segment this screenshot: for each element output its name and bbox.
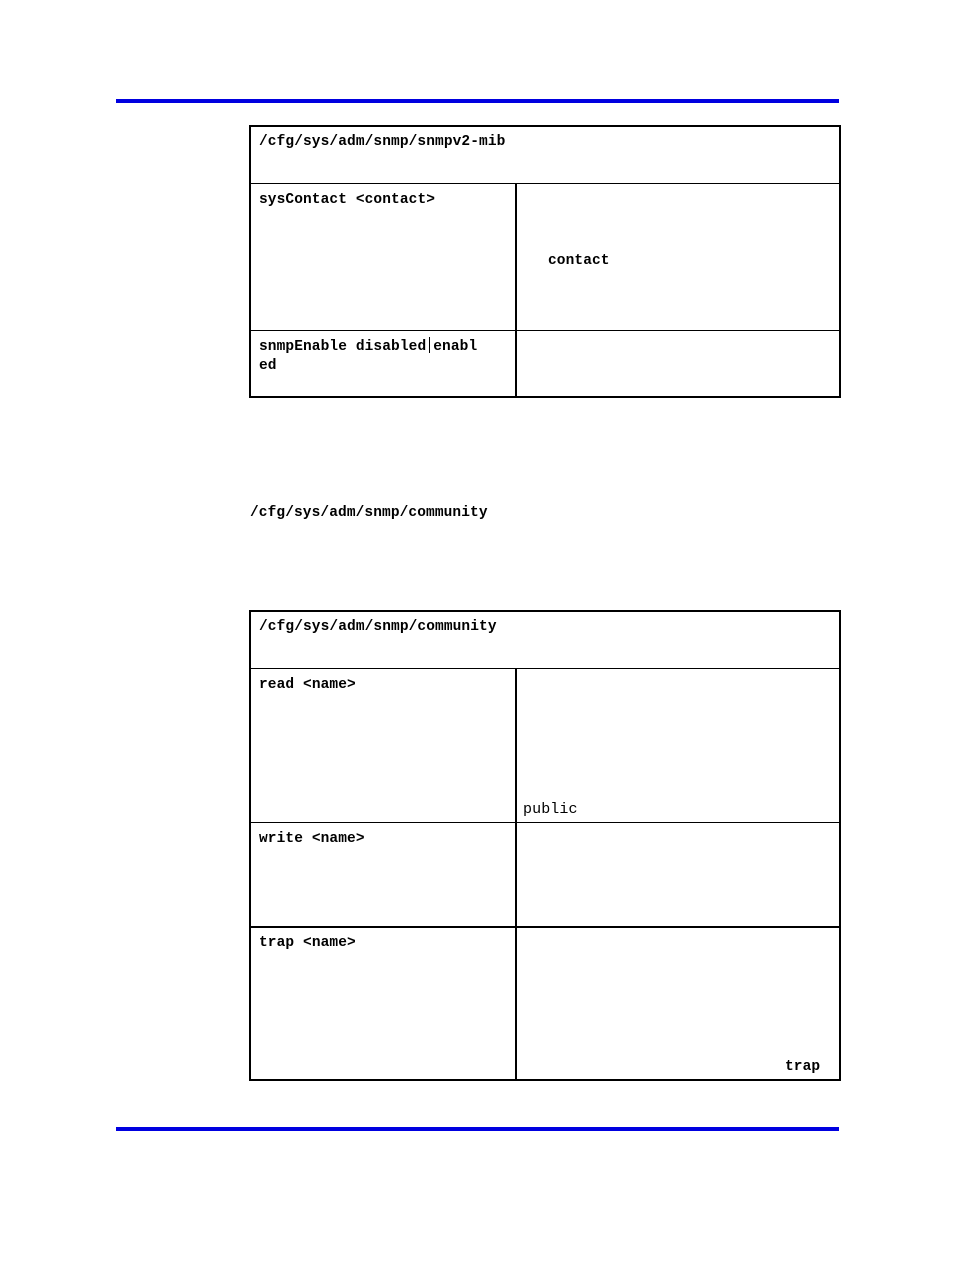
bottom-rule	[116, 1127, 839, 1131]
description-keyword: trap	[785, 1059, 821, 1075]
divider	[251, 330, 839, 331]
command-name: snmpEnable	[259, 339, 348, 355]
command-arg: <name>	[303, 935, 356, 951]
snmpv2-mib-table	[249, 125, 841, 398]
table-row	[259, 934, 356, 953]
command-arg: <name>	[311, 831, 365, 847]
command-name: write	[259, 831, 304, 847]
community-table	[249, 610, 841, 1081]
description-keyword: contact	[548, 253, 610, 269]
command-arg: <name>	[303, 677, 356, 693]
table-header: /cfg/sys/adm/snmp/snmpv2-mib	[259, 134, 506, 150]
command-arg: <contact>	[355, 192, 436, 208]
divider	[251, 668, 839, 669]
command-name: trap	[259, 935, 295, 951]
divider	[251, 183, 839, 184]
separator-bar	[429, 337, 430, 353]
table-row	[259, 676, 356, 695]
command-arg-b: enabl	[433, 339, 478, 355]
divider	[251, 822, 839, 823]
command-path: /cfg/sys/adm/snmp/community	[250, 505, 488, 521]
top-rule	[116, 99, 839, 103]
description-keyword: public	[523, 801, 578, 818]
column-divider	[515, 184, 517, 396]
column-divider	[515, 669, 517, 1079]
command-name: sysContact	[259, 192, 348, 208]
table-row	[259, 337, 509, 376]
command-arg-a: disabled	[355, 339, 427, 355]
command-arg-b-wrap: ed	[259, 358, 277, 374]
table-row	[259, 191, 435, 210]
table-header: /cfg/sys/adm/snmp/community	[259, 619, 497, 635]
command-name: read	[259, 677, 295, 693]
divider	[251, 926, 839, 928]
table-row	[259, 830, 365, 849]
